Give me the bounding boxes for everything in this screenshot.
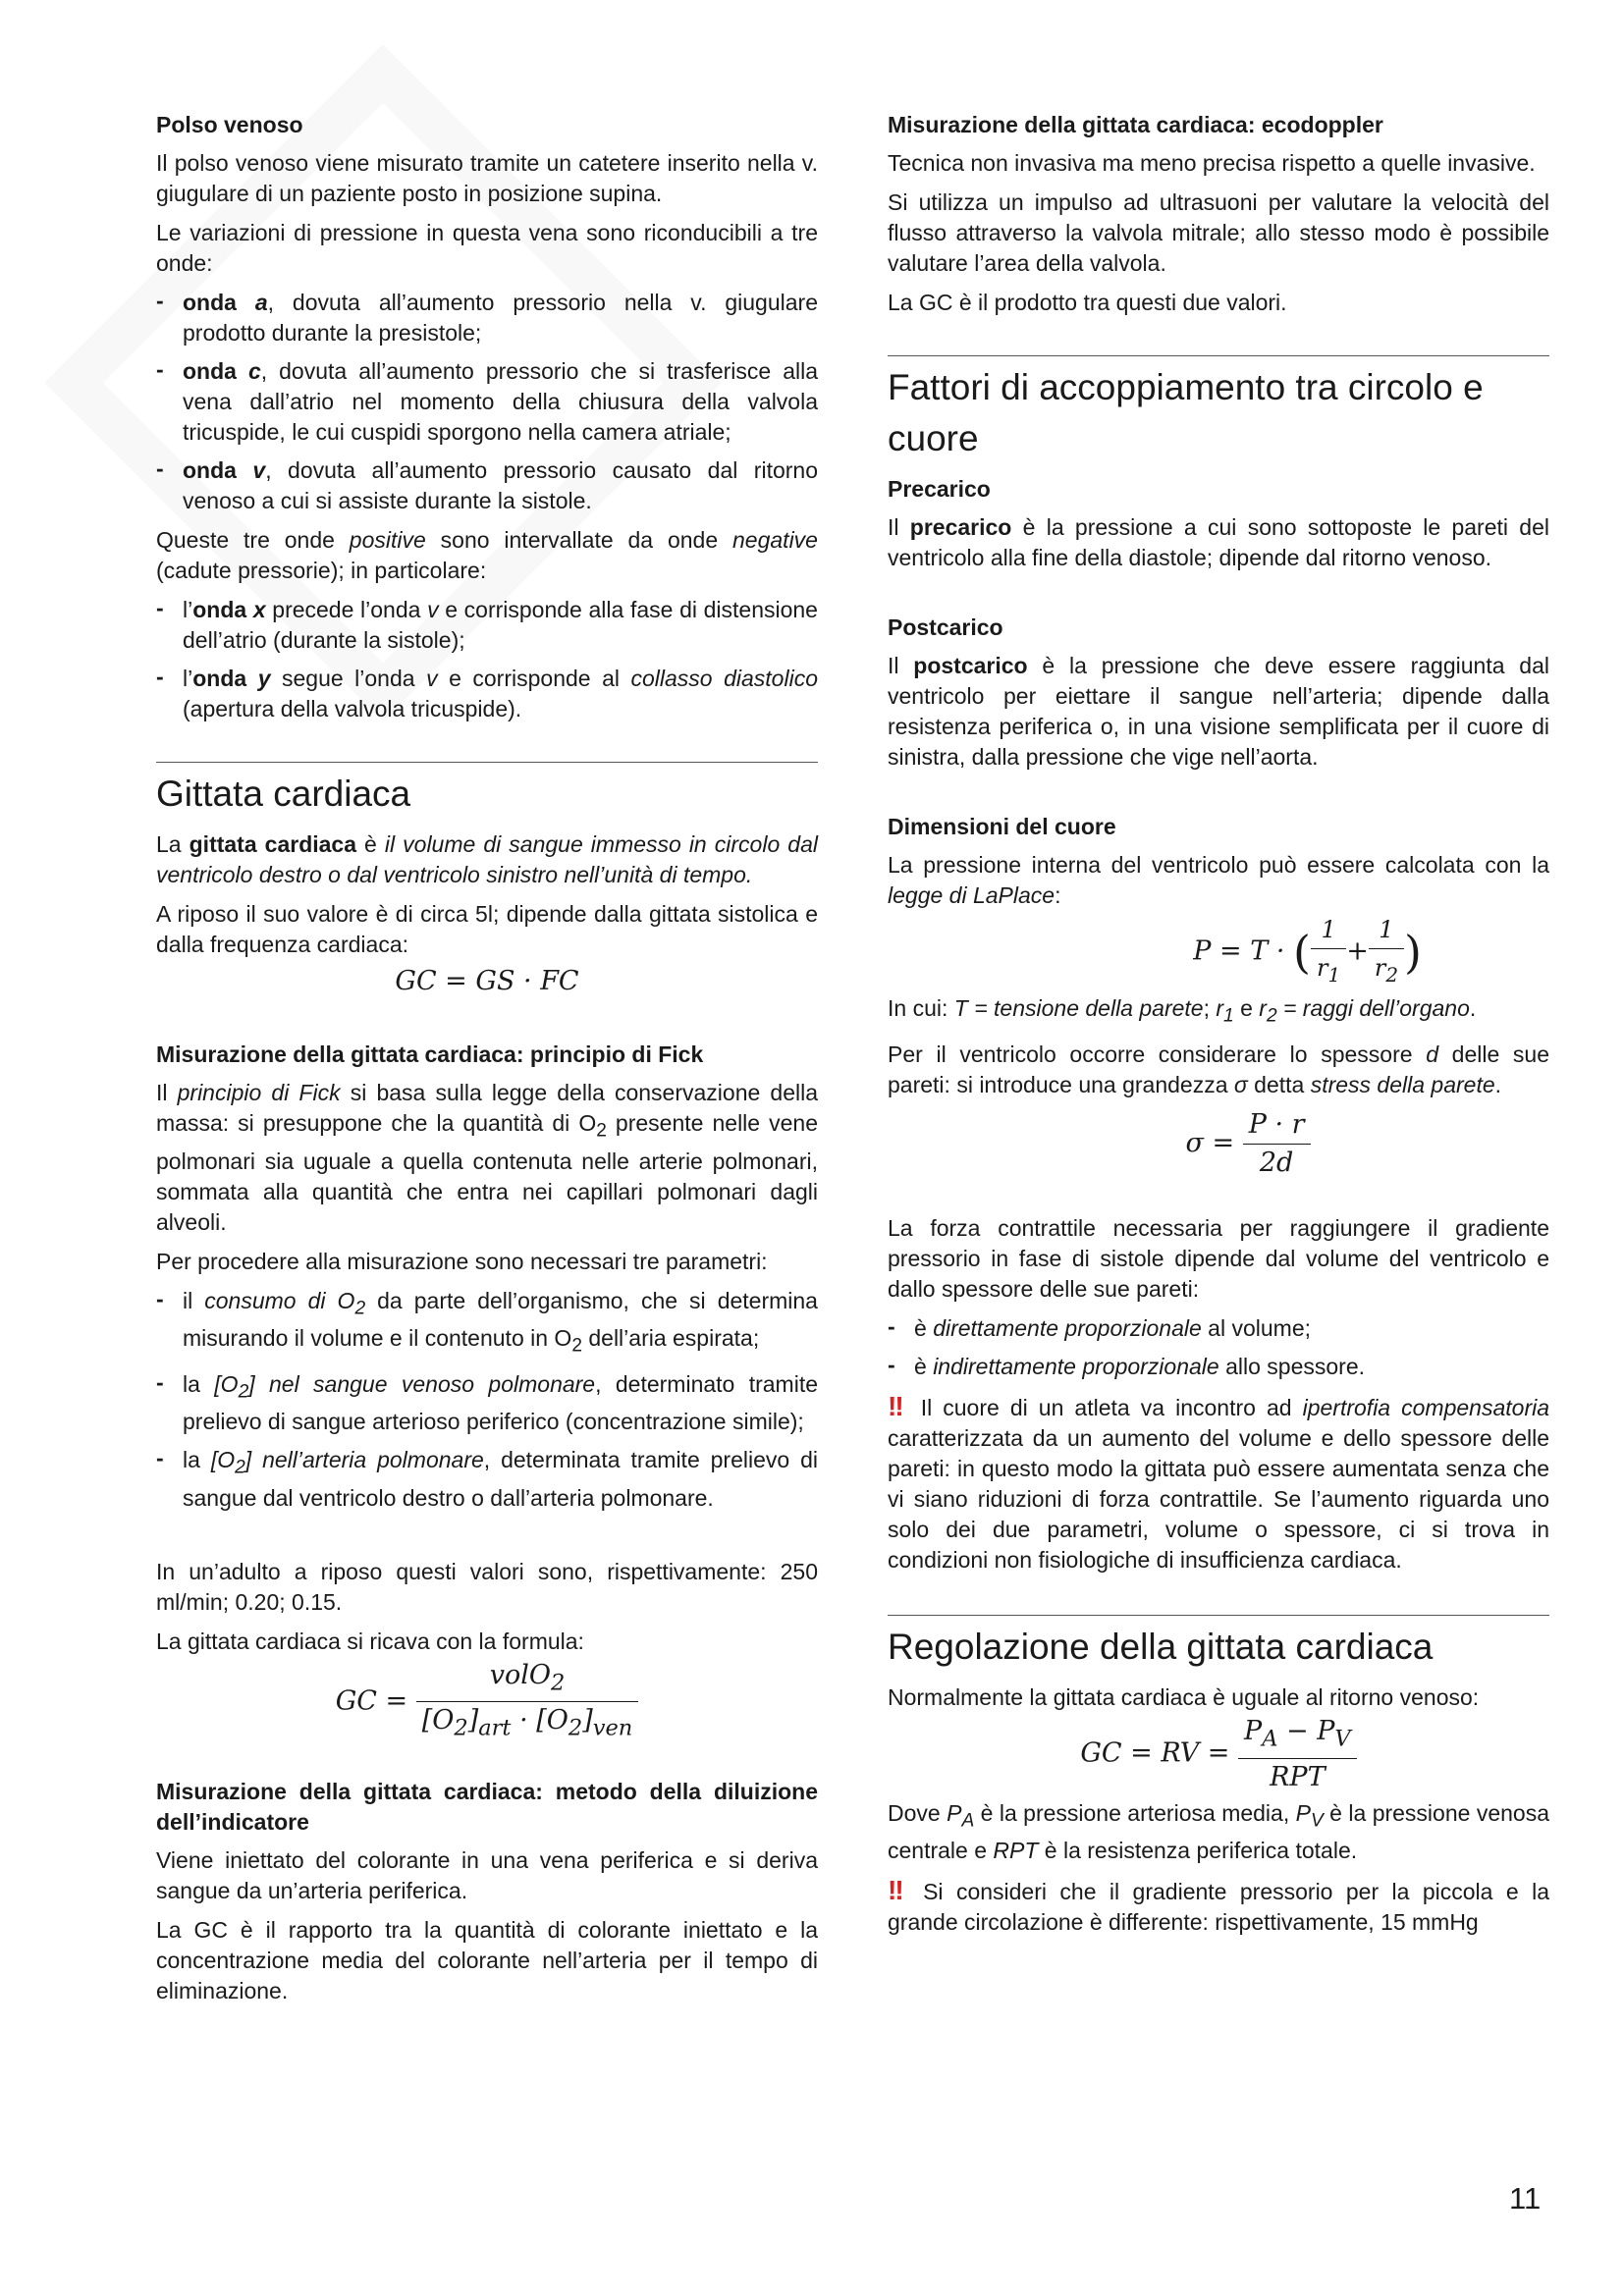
- left-column: [156, 110, 818, 2015]
- ecodoppler-paragraph-2: Si utilizza un impulso ad ultrasuoni per valutare la velocità del flusso attraverso la valvola mitrale; allo stesso modo è possibile valutare l’area della valvola.: [888, 189, 1549, 276]
- list-item: - il consumo di $O_2$ da parte dell’organismo, che si determina misurando il volume e il contenuto in $O_2$ dell’aria espirata;: [156, 1286, 818, 1362]
- section-regolazione: [888, 1615, 1549, 1938]
- section-title-fattori: Fattori di accoppiamento tra circolo e cuore: [888, 367, 1484, 458]
- fick-formula-intro: La gittata cardiaca si ricava con la formula:: [156, 1628, 584, 1654]
- formula-gc-rv: GC = RV = $\frac{P_A - P_V}{\text{RPT}}$: [888, 1713, 1549, 1795]
- list-item: - onda v, dovuta all’aumento pressorio causato dal ritorno venoso a cui si assiste durante la sistole.: [156, 455, 818, 516]
- fick-values-paragraph: In un’adulto a riposo questi valori sono, rispettivamente: 250 ml/min; 0.20; 0.15.: [156, 1558, 818, 1615]
- formula-gc-fick: GC = $\frac{volO_2}{[O_2]_{art} \cdot [O_2]_{ven}}$: [156, 1657, 818, 1747]
- ecodoppler-paragraph-1: Tecnica non invasiva ma meno precisa rispetto a quelle invasive.: [888, 150, 1536, 176]
- list-item: - è direttamente proporzionale al volume;: [888, 1313, 1549, 1344]
- dimensioni-paragraph: La pressione interna del ventricolo può essere calcolata con la legge di LaPlace:: [888, 852, 1549, 908]
- gittata-paragraph-2: A riposo il suo valore è di circa 5l; dipende dalla gittata sistolica e dalla frequenza cardiaca:: [156, 901, 818, 957]
- list-item: - onda a, dovuta all’aumento pressorio nella v. giugulare prodotto durante la presistole;: [156, 288, 818, 348]
- diluizione-paragraph-1: Viene iniettato del colorante in una vena periferica e si deriva sangue da un’arteria periferica.: [156, 1846, 818, 1903]
- gradiente-paragraph: !! Si consideri che il gradiente pressorio per la piccola e la grande circolazione è differente: rispettivamente, 15 mmHg: [888, 1875, 1549, 1936]
- list-item: - la $[O_2]$ nel sangue venoso polmonare, determinato tramite prelievo di sangue arterioso periferico (concentrazione simile);: [156, 1369, 818, 1438]
- section-title-gittata: Gittata cardiaca: [156, 774, 411, 814]
- list-item: - onda c, dovuta all’aumento pressorio che si trasferisce alla vena dall’atrio nel momento della chiusura della valvola tricuspide, le cui cuspidi sporgono nella camera atriale;: [156, 356, 818, 448]
- polso-paragraph-1: Il polso venoso viene misurato tramite un catetere inserito nella v. giugulare di un paziente posto in posizione supina.: [156, 150, 818, 206]
- polso-paragraph-2: Le variazioni di pressione in questa vena sono riconducibili a tre onde:: [156, 220, 818, 276]
- forza-paragraph: La forza contrattile necessaria per raggiungere il gradiente pressorio in fase di sistole dipende dal volume del ventricolo e dallo spessore delle sue pareti:: [888, 1215, 1549, 1303]
- right-column: [888, 110, 1549, 1947]
- list-item: - è indirettamente proporzionale allo spessore.: [888, 1352, 1549, 1382]
- waves-list: [156, 288, 818, 516]
- list-item: - la $[O_2]$ nell’arteria polmonare, determinata tramite prelievo di sangue dal ventricolo destro o dall’arteria polmonare.: [156, 1445, 818, 1514]
- heading-dimensioni: Dimensioni del cuore: [888, 814, 1116, 839]
- proportionality-list: [888, 1313, 1549, 1382]
- formula-sigma: σ = $\frac{P \cdot r}{2d}$: [888, 1106, 1549, 1182]
- fick-paragraph-2: Per procedere alla misurazione sono necessari tre parametri:: [156, 1248, 768, 1274]
- ecodoppler-paragraph-3: La GC è il prodotto tra questi due valori.: [888, 290, 1287, 315]
- heading-ecodoppler: Misurazione della gittata cardiaca: ecodoppler: [888, 112, 1383, 137]
- section-gittata-cardiaca: [156, 762, 818, 996]
- page-number: 11: [1509, 2181, 1542, 2216]
- fick-paragraph-1: Il principio di Fick si basa sulla legge della conservazione della massa: si presuppone che la quantità di $O_2$ presente nelle vene polmonari sia uguale a quella contenuta nelle arterie polmonari, sommata alla quantità che entra nei capillari polmonari dagli alveoli.: [156, 1080, 819, 1235]
- list-item: - l’onda y segue l’onda v e corrisponde al collasso diastolico (apertura della valvola tricuspide).: [156, 664, 818, 724]
- gittata-definition: La gittata cardiaca è il volume di sangue immesso in circolo dal ventricolo destro o dal ventricolo sinistro nell’unità di tempo.: [156, 831, 818, 887]
- precarico-paragraph: Il precarico è la pressione a cui sono sottoposte le pareti del ventricolo alla fine della diastole; dipende dal ritorno venoso.: [888, 514, 1549, 570]
- diluizione-paragraph-2: La GC è il rapporto tra la quantità di colorante iniettato e la concentrazione media del colorante nell’arteria per il tempo di eliminazione.: [156, 1916, 818, 2003]
- laplace-legend: In cui: T = tensione della parete; $r_1$ e $r_2$ = raggi dell’organo.: [888, 994, 1477, 1027]
- stress-paragraph: Per il ventricolo occorre considerare lo spessore d delle sue pareti: si introduce una grandezza σ detta stress della parete.: [888, 1041, 1549, 1098]
- warning-icon: !!: [888, 1391, 902, 1422]
- negative-waves-list: [156, 595, 818, 724]
- heading-precarico: Precarico: [888, 476, 991, 502]
- postcarico-paragraph: Il postcarico è la pressione che deve essere raggiunta dal ventricolo per eiettare il sangue nell’arteria; dipende dalla resistenza periferica o, in una visione semplificata per il cuore di sinistra, dalla pressione che vige nell’aorta.: [888, 653, 1549, 770]
- list-item: - l’onda x precede l’onda v e corrisponde alla fase di distensione dell’atrio (durante la sistole);: [156, 595, 818, 656]
- formula-gc-gs-fc: GC = GS · FC: [395, 966, 579, 996]
- heading-fick: Misurazione della gittata cardiaca: principio di Fick: [156, 1041, 704, 1067]
- warning-icon: !!: [888, 1875, 902, 1906]
- heading-postcarico: Postcarico: [888, 614, 1003, 640]
- atleta-paragraph: !! Il cuore di un atleta va incontro ad ipertrofia compensatoria caratterizzata da un aumento del volume e dello spessore delle pareti: in questo modo la gittata può essere aumentata senza che vi siano riduzioni di forza contrattile. Se l’aumento riguarda uno solo dei due parametri, volume o spessore, ci si trova in condizioni non fisiologiche di insufficienza cardiaca.: [888, 1391, 1550, 1574]
- polso-paragraph-3: Queste tre onde positive sono intervallate da onde negative (cadute pressorie); in particolare:: [156, 527, 818, 583]
- section-title-regolazione: Regolazione della gittata cardiaca: [888, 1627, 1434, 1668]
- section-fattori-accoppiamento: [888, 355, 1549, 1575]
- fick-parameters-list: [156, 1286, 818, 1514]
- heading-diluizione: Misurazione della gittata cardiaca: metodo della diluizione dell’indicatore: [156, 1778, 818, 1835]
- dove-paragraph: Dove $P_A$ è la pressione arteriosa media, $P_V$ è la pressione venosa centrale e RPT è la resistenza periferica totale.: [888, 1799, 1549, 1864]
- heading-polso-venoso: Polso venoso: [156, 112, 303, 137]
- formula-laplace: P = T · ( $\frac{1}{r_1}$ + $\frac{1}{r_2}$ ): [888, 911, 1549, 993]
- regolazione-paragraph-1: Normalmente la gittata cardiaca è uguale al ritorno venoso:: [888, 1684, 1480, 1711]
